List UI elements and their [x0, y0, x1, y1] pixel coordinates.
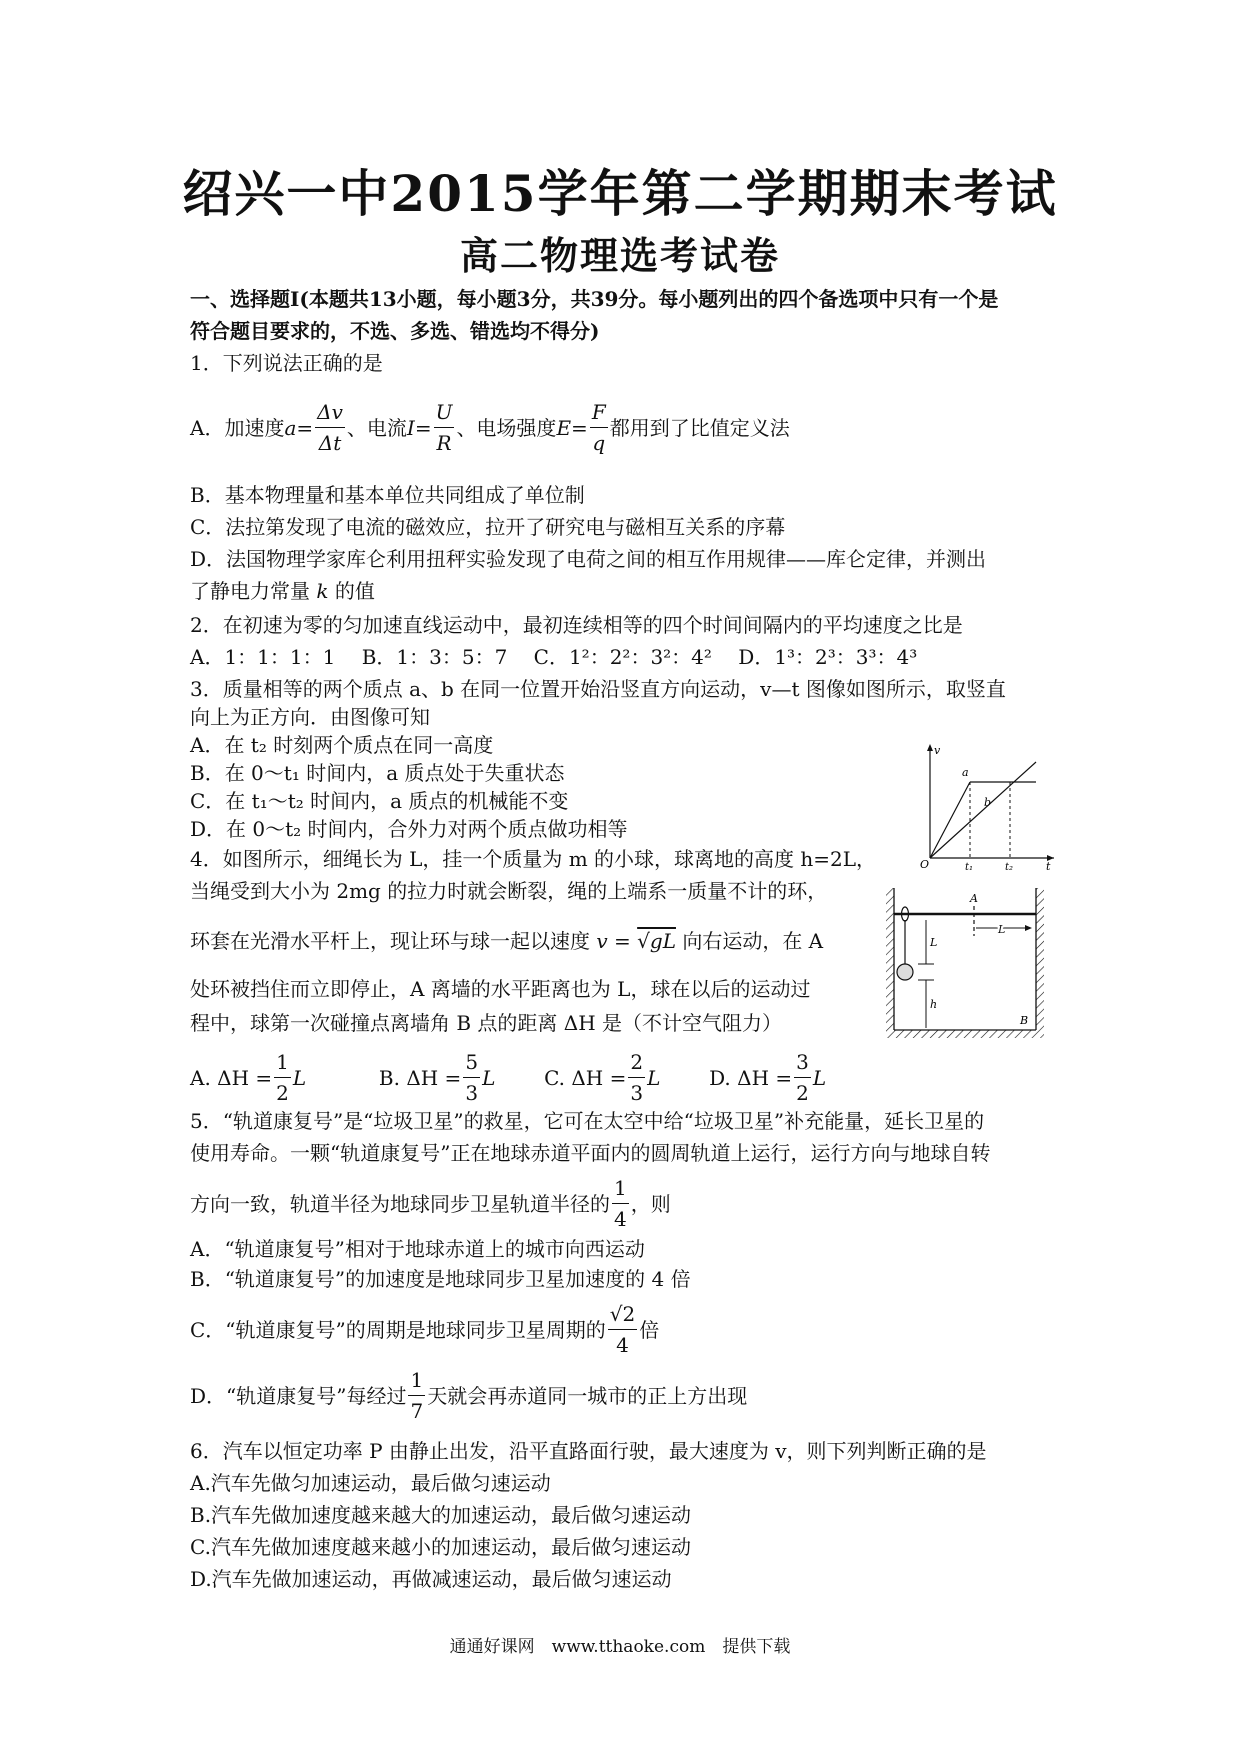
q4-sqrt-gl: √gL: [637, 929, 676, 953]
q4-b-den: 3: [465, 1081, 479, 1105]
q5-days-num: 1: [408, 1365, 425, 1396]
q4-l3-pre: 环套在光滑水平杆上，现让环与球一起以速度: [190, 929, 590, 953]
q3-label-v: v: [934, 744, 941, 757]
q3-label-t1: t₁: [965, 862, 974, 872]
q1-option-a: [190, 394, 790, 460]
q5-option-c: [190, 1296, 659, 1362]
q3-option-b: B．在 0～t₁ 时间内，a 质点处于失重状态: [190, 761, 565, 785]
q1-option-d-line1: D．法国物理学家库仑利用扭秤实验发现了电荷之间的相互作用规律——库仑定律，并测出: [190, 547, 987, 571]
q5-period-den: 4: [616, 1333, 629, 1357]
q3-label-b: b: [984, 796, 992, 809]
q1-a-suffix: 都用到了比值定义法: [609, 415, 790, 440]
q4-l3-post: 向右运动，在 A: [682, 929, 824, 953]
q6-option-a: A.汽车先做匀加速运动，最后做匀速运动: [190, 1471, 551, 1495]
q5-option-b: B．“轨道康复号”的加速度是地球同步卫星加速度的 4 倍: [190, 1267, 691, 1291]
q4-option-c: [544, 1050, 661, 1105]
q4-ball: [897, 964, 913, 980]
q4-left-wall-hatch: [886, 888, 894, 1038]
q5-d-pre: D．“轨道康复号”每经过: [190, 1383, 407, 1408]
q6-option-c: C.汽车先做加速度越来越小的加速运动，最后做匀速运动: [190, 1535, 691, 1559]
q4-b-num: 5: [463, 1047, 480, 1078]
q4-d-den: 2: [796, 1081, 809, 1105]
q4-c-pre: C. ΔH =: [544, 1065, 627, 1090]
q1-d2-pre: 了静电力常量: [190, 579, 310, 603]
q5-radius-den: 4: [614, 1207, 627, 1231]
q4-c-num: 2: [628, 1047, 645, 1078]
q5-l3-post: ，则: [630, 1191, 671, 1216]
q3-label-t2: t₂: [1005, 862, 1014, 872]
q4-b-post: L: [482, 1065, 496, 1090]
q1-accel-fraction: [315, 397, 345, 458]
q5-c-pre: C．“轨道康复号”的周期是地球同步卫星周期的: [190, 1317, 606, 1342]
q5-days-den: 7: [410, 1399, 424, 1423]
q1-i-var: I: [406, 415, 415, 440]
q3-stem-line1: 3．质量相等的两个质点 a、b 在同一位置开始沿竖直方向运动，v—t 图像如图所示，取竖直: [190, 677, 1006, 701]
q4-d-pre: D. ΔH =: [709, 1065, 793, 1090]
q5-line3: [190, 1170, 671, 1236]
q4-floor-hatch: [894, 1030, 1036, 1038]
q4-option-a: [190, 1050, 307, 1105]
q4-label-l-horizontal: L: [998, 923, 1006, 936]
q4-a-post: L: [292, 1065, 307, 1090]
q5-days-fraction: [408, 1365, 425, 1426]
q4-c-post: L: [647, 1065, 661, 1090]
q1-a-eq: =: [296, 415, 314, 440]
q3-option-a: A．在 t₂ 时刻两个质点在同一高度: [190, 733, 494, 757]
q4-label-h: h: [930, 998, 938, 1011]
q1-current-num: U: [434, 397, 455, 428]
q6-option-b: B.汽车先做加速度越来越大的加速运动，最后做匀速运动: [190, 1503, 692, 1527]
q4-pendulum-figure: [886, 878, 1056, 1046]
q3-line-a-rise: [930, 782, 970, 858]
q1-field-den: q: [592, 431, 606, 455]
q5-line1: 5．“轨道康复号”是“垃圾卫星”的救星，它可在太空中给“垃圾卫星”补充能量，延长卫星的: [190, 1109, 985, 1133]
q4-d-fraction: [794, 1047, 811, 1108]
q5-period-fraction: [608, 1299, 637, 1360]
q4-line2: 当绳受到大小为 2mg 的拉力时就会断裂，绳的上端系一质量不计的环，: [190, 879, 828, 903]
q4-d-num: 3: [794, 1047, 811, 1078]
q1-field-fraction: [590, 397, 608, 458]
q4-option-d: [709, 1050, 827, 1105]
q3-vt-graph: [918, 740, 1058, 872]
q3-line-b: [930, 762, 1036, 858]
q1-current-fraction: [434, 397, 455, 458]
q1-field-num: F: [590, 397, 608, 428]
q3-label-t: t: [1046, 860, 1051, 872]
q4-label-l-vertical: L: [930, 936, 938, 949]
q4-b-pre: B. ΔH =: [378, 1065, 462, 1090]
q4-a-num: 1: [274, 1047, 291, 1078]
q5-option-d: [190, 1362, 747, 1428]
q1-a-mid2: 、电场强度: [456, 415, 557, 440]
q4-l3-v: v =: [596, 929, 638, 953]
q6-option-d: D.汽车先做加速运动，再做减速运动，最后做匀速运动: [190, 1567, 672, 1591]
exam-title: 绍兴一中2015学年第二学期期末考试: [182, 164, 1058, 223]
q1-d2-var: k: [316, 579, 329, 603]
section-heading-line2: 符合题目要求的，不选、多选、错选均不得分): [190, 319, 600, 343]
q1-option-b: B．基本物理量和基本单位共同组成了单位制: [190, 483, 585, 507]
q5-line2: 使用寿命。一颗“轨道康复号”正在地球赤道平面内的圆周轨道上运行，运行方向与地球自转: [190, 1141, 991, 1165]
q3-option-c: C．在 t₁～t₂ 时间内，a 质点的机械能不变: [190, 789, 569, 813]
q3-stem-line2: 向上为正方向．由图像可知: [190, 705, 430, 729]
page-footer: 通通好课网 www.tthaoke.com 提供下载: [449, 1637, 791, 1657]
q5-radius-num: 1: [612, 1173, 629, 1204]
q4-a-den: 2: [276, 1081, 289, 1105]
q4-a-pre: A. ΔH =: [190, 1065, 273, 1090]
q1-a-prefix: A．加速度: [190, 415, 285, 440]
q1-a-var: a: [284, 415, 297, 440]
q5-c-post: 倍: [639, 1317, 660, 1342]
q4-option-b: [378, 1050, 496, 1105]
exam-subtitle: 高二物理选考试卷: [459, 233, 780, 278]
q1-accel-den: Δt: [318, 431, 342, 455]
q1-i-eq: =: [414, 415, 432, 440]
q1-accel-num: Δv: [315, 397, 345, 428]
q1-option-d-line2: [190, 578, 375, 604]
q4-l-arrow: [1025, 925, 1032, 931]
q4-line4: 处环被挡住而立即停止，A 离墙的水平距离也为 L，球在以后的运动过: [190, 977, 811, 1001]
q1-a-mid1: 、电流: [346, 415, 407, 440]
q5-d-post: 天就会再赤道同一城市的正上方出现: [427, 1383, 748, 1408]
q1-e-var: E: [556, 415, 572, 440]
q2-options: A．1：1：1：1 B．1：3：5：7 C．1²：2²：3²：4² D．1³：2³：3³：4³: [190, 645, 918, 669]
q5-option-a: A．“轨道康复号”相对于地球赤道上的城市向西运动: [190, 1237, 645, 1261]
q4-options: [190, 1044, 826, 1110]
q4-line1: 4．如图所示，细绳长为 L，挂一个质量为 m 的小球，球离地的高度 h=2L，: [190, 847, 877, 871]
q1-current-den: R: [436, 431, 452, 455]
q4-line3: [190, 928, 823, 954]
q4-a-fraction: [274, 1047, 291, 1108]
q1-e-eq: =: [571, 415, 588, 440]
q1-option-c: C．法拉第发现了电流的磁效应，拉开了研究电与磁相互关系的序幕: [190, 515, 786, 539]
q4-d-post: L: [812, 1065, 827, 1090]
q1-d2-post: 的值: [334, 579, 375, 603]
q5-period-num: √2: [608, 1299, 637, 1330]
q3-label-o: O: [920, 858, 930, 871]
q3-v-arrow: [927, 744, 933, 751]
q4-b-fraction: [463, 1047, 480, 1108]
q6-stem: 6．汽车以恒定功率 P 由静止出发，沿平直路面行驶，最大速度为 v，则下列判断正确的是: [190, 1439, 987, 1463]
q3-option-d: D．在 0～t₂ 时间内，合外力对两个质点做功相等: [190, 817, 628, 841]
q4-right-wall-hatch: [1036, 888, 1044, 1038]
q5-radius-fraction: [612, 1173, 629, 1234]
q4-label-a: A: [970, 892, 978, 905]
q5-l3-pre: 方向一致，轨道半径为地球同步卫星轨道半径的: [190, 1191, 610, 1216]
q4-line5: 程中，球第一次碰撞点离墙角 B 点的距离 ΔH 是（不计空气阻力）: [190, 1011, 783, 1035]
q4-c-fraction: [628, 1047, 645, 1108]
q4-c-den: 3: [630, 1081, 644, 1105]
section-heading-line1: 一、选择题Ⅰ(本题共13小题，每小题3分，共39分。每小题列出的四个备选项中只有一个是: [190, 287, 999, 311]
q3-label-a: a: [962, 766, 969, 779]
q4-label-b: B: [1020, 1014, 1029, 1027]
q2-stem: 2．在初速为零的匀加速直线运动中，最初连续相等的四个时间间隔内的平均速度之比是: [190, 613, 963, 637]
q1-stem: 1．下列说法正确的是: [190, 351, 383, 375]
